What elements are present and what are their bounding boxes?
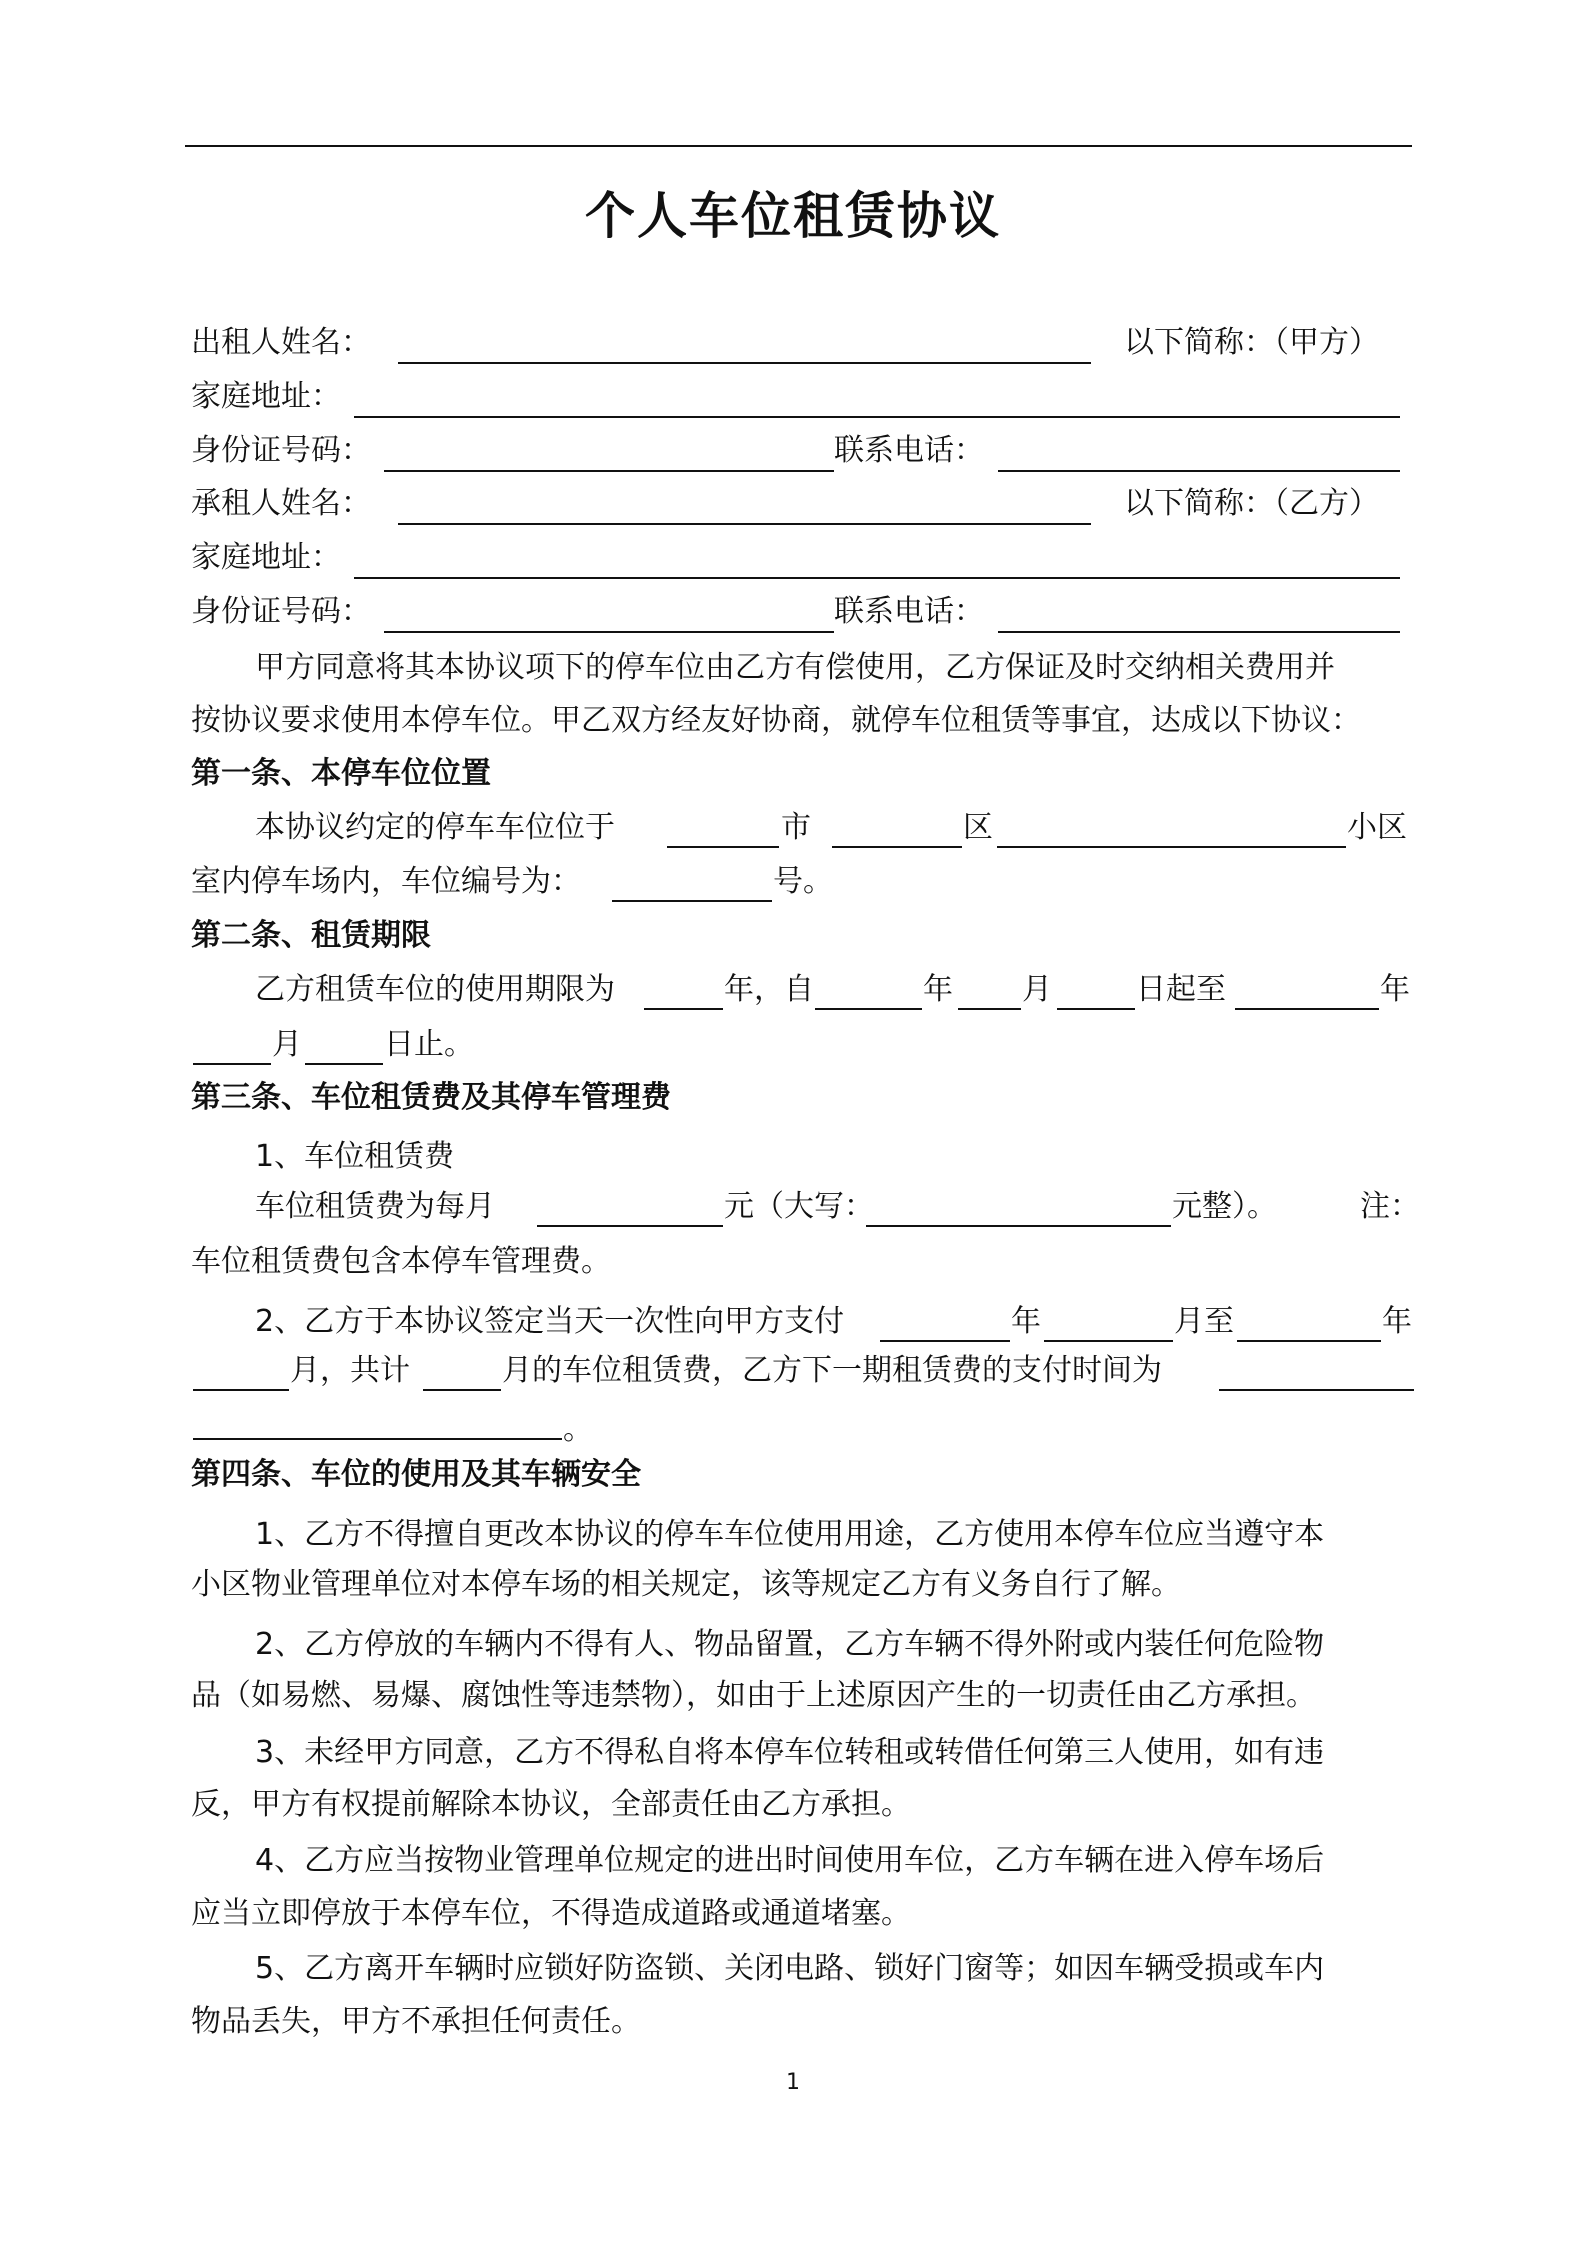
next-payment-blank-2[interactable] <box>193 1438 562 1440</box>
lessor-phone-blank[interactable] <box>998 470 1400 472</box>
article-1-text: 本协议约定的停车车位位于 <box>255 810 615 845</box>
lessor-alias: 以下简称：（甲方） <box>1124 325 1379 360</box>
pay-end-month-blank[interactable] <box>193 1389 289 1391</box>
clause-4-5-line-2: 物品丢失，甲方不承担任何责任。 <box>191 2004 641 2039</box>
lessee-id-blank[interactable] <box>384 631 834 633</box>
clause-4-5-line-1: 5、乙方离开车辆时应锁好防盗锁、关闭电路、锁好门窗等；如因车辆受损或车内 <box>255 1951 1325 1986</box>
article-4-heading: 第四条、车位的使用及其车辆安全 <box>191 1457 641 1492</box>
term-years-blank[interactable] <box>644 1008 723 1010</box>
article-2-year-from: 年，自 <box>724 972 814 1007</box>
clause-4-2-line-1: 2、乙方停放的车辆内不得有人、物品留置，乙方车辆不得外附或内装任何危险物 <box>255 1627 1325 1662</box>
end-year-blank[interactable] <box>1235 1008 1379 1010</box>
lessor-address-blank[interactable] <box>354 416 1400 418</box>
lessor-id-blank[interactable] <box>384 470 834 472</box>
clause-4-4-line-2: 应当立即停放于本停车位，不得造成道路或通道堵塞。 <box>191 1896 911 1931</box>
lessee-name-blank[interactable] <box>398 523 1091 525</box>
lessor-phone-label: 联系电话： <box>834 433 984 468</box>
page-number: 1 <box>786 2070 800 2095</box>
next-payment-blank[interactable] <box>1219 1389 1414 1391</box>
lessee-phone-label: 联系电话： <box>834 594 984 629</box>
lessee-alias: 以下简称：（乙方） <box>1124 486 1379 521</box>
header-rule <box>185 145 1412 147</box>
start-day-blank[interactable] <box>1057 1008 1135 1010</box>
city-blank[interactable] <box>667 846 779 848</box>
intro-line-1: 甲方同意将其本协议项下的停车位由乙方有偿使用，乙方保证及时交纳相关费用并 <box>255 650 1335 685</box>
article-1-number-unit: 号。 <box>773 864 833 899</box>
monthly-fee-blank[interactable] <box>537 1225 723 1227</box>
clause-4-1-line-2: 小区物业管理单位对本停车场的相关规定，该等规定乙方有义务自行了解。 <box>191 1567 1181 1602</box>
clause-4-2-line-2: 品（如易燃、易爆、腐蚀性等违禁物），如由于上述原因产生的一切责任由乙方承担。 <box>191 1678 1316 1713</box>
clause-4-3-line-2: 反，甲方有权提前解除本协议，全部责任由乙方承担。 <box>191 1787 911 1822</box>
clause-4-4-line-1: 4、乙方应当按物业管理单位规定的进出时间使用车位，乙方车辆在进入停车场后 <box>255 1843 1325 1878</box>
article-3-fee-text: 车位租赁费为每月 <box>255 1189 495 1224</box>
article-1-community-unit: 小区 <box>1347 810 1407 845</box>
end-day-blank[interactable] <box>305 1063 383 1065</box>
lessor-name-blank[interactable] <box>398 362 1091 364</box>
pay-start-year-blank[interactable] <box>880 1340 1010 1342</box>
article-2-start-year-unit: 年 <box>923 972 953 1007</box>
start-year-blank[interactable] <box>815 1008 922 1010</box>
article-1-district-unit: 区 <box>963 810 993 845</box>
space-number-blank[interactable] <box>612 900 772 902</box>
community-blank[interactable] <box>997 846 1346 848</box>
article-3-subheading: 1、车位租赁费 <box>255 1139 455 1174</box>
lessee-address-label: 家庭地址： <box>191 540 341 575</box>
article-3-note: 车位租赁费包含本停车管理费。 <box>191 1244 611 1279</box>
article-2-start-month-unit: 月 <box>1022 972 1052 1007</box>
district-blank[interactable] <box>832 846 962 848</box>
article-1-heading: 第一条、本停车位位置 <box>191 756 491 791</box>
article-3-payment-text: 2、乙方于本协议签定当天一次性向甲方支付 <box>255 1304 845 1339</box>
lessee-id-label: 身份证号码： <box>191 594 371 629</box>
lessee-address-blank[interactable] <box>354 577 1400 579</box>
document-title: 个人车位租赁协议 <box>585 187 1001 245</box>
article-3-period: 。 <box>563 1412 593 1447</box>
article-3-yuan-caps: 元（大写： <box>724 1189 874 1224</box>
article-3-pay-end-year-unit: 年 <box>1382 1304 1412 1339</box>
lessor-address-label: 家庭地址： <box>191 379 341 414</box>
article-2-end-day-unit: 日止。 <box>384 1027 474 1062</box>
clause-4-1-line-1: 1、乙方不得擅自更改本协议的停车车位使用用途，乙方使用本停车位应当遵守本 <box>255 1517 1325 1552</box>
article-3-total-text: 月，共计 <box>290 1353 410 1388</box>
article-3-next-payment-text: 月的车位租赁费，乙方下一期租赁费的支付时间为 <box>502 1353 1162 1388</box>
intro-line-2: 按协议要求使用本停车位。甲乙双方经友好协商，就停车位租赁等事宜，达成以下协议： <box>191 703 1361 738</box>
total-months-blank[interactable] <box>423 1389 501 1391</box>
article-2-end-month-unit: 月 <box>272 1027 302 1062</box>
article-3-note-label: 注： <box>1360 1189 1420 1224</box>
article-3-yuan-end: 元整）。 <box>1172 1189 1277 1224</box>
lessee-phone-blank[interactable] <box>998 631 1400 633</box>
lessee-name-label: 承租人姓名： <box>191 486 371 521</box>
article-2-text: 乙方租赁车位的使用期限为 <box>255 972 615 1007</box>
article-3-pay-month-to: 月至 <box>1174 1304 1234 1339</box>
pay-end-year-blank[interactable] <box>1237 1340 1381 1342</box>
article-2-end-year-unit: 年 <box>1380 972 1410 1007</box>
start-month-blank[interactable] <box>958 1008 1021 1010</box>
end-month-blank[interactable] <box>193 1063 271 1065</box>
article-3-pay-year-unit: 年 <box>1011 1304 1041 1339</box>
article-3-heading: 第三条、车位租赁费及其停车管理费 <box>191 1080 671 1115</box>
clause-4-3-line-1: 3、未经甲方同意，乙方不得私自将本停车位转租或转借任何第三人使用，如有违 <box>255 1735 1325 1770</box>
article-1-text-2: 室内停车场内，车位编号为： <box>191 864 581 899</box>
article-2-heading: 第二条、租赁期限 <box>191 918 431 953</box>
lessor-id-label: 身份证号码： <box>191 433 371 468</box>
lessor-name-label: 出租人姓名： <box>191 325 371 360</box>
article-1-city-unit: 市 <box>781 810 811 845</box>
article-2-start-day-unit: 日起至 <box>1136 972 1226 1007</box>
pay-start-month-blank[interactable] <box>1044 1340 1173 1342</box>
fee-in-words-blank[interactable] <box>866 1225 1171 1227</box>
